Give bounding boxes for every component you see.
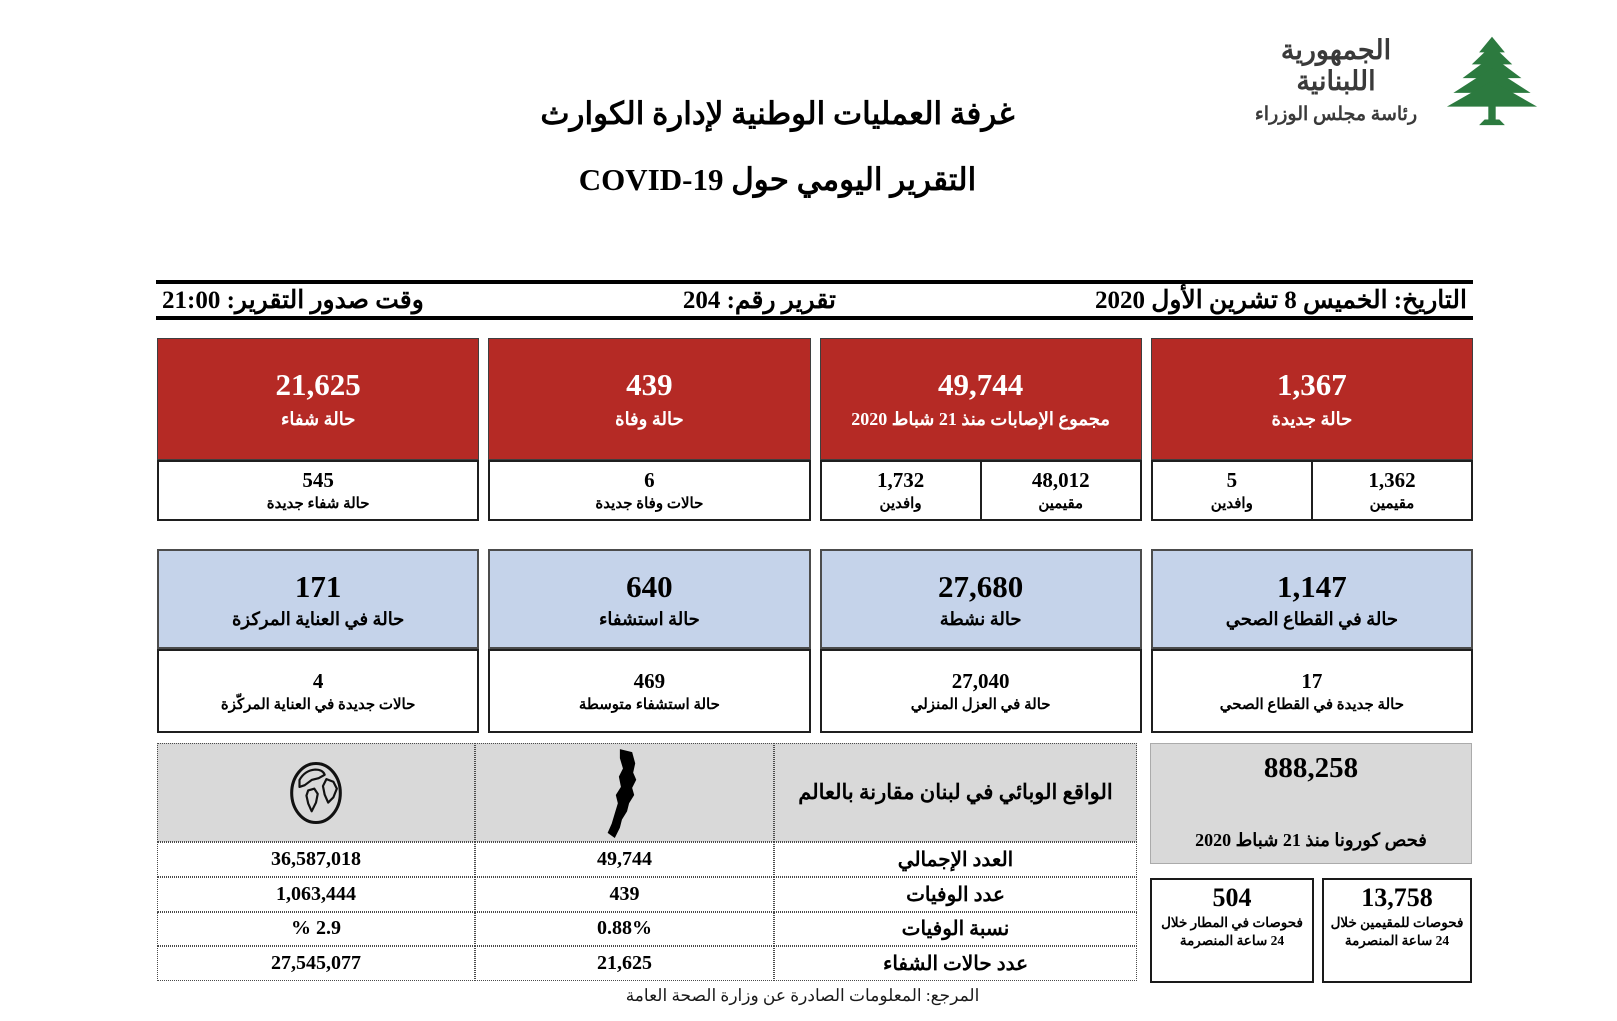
row-death-rate-world: 2.9 % — [157, 912, 475, 947]
total-residents-label: مقيمين — [1038, 496, 1084, 512]
report-number-label: تقرير رقم: 204 — [682, 287, 836, 314]
row-deaths-label: عدد الوفيات — [774, 877, 1137, 912]
icu-label: حالة في العناية المركزة — [231, 608, 405, 629]
card-active-cases — [820, 549, 1142, 649]
lebanon-vs-world-table — [157, 743, 1137, 981]
total-tests-box — [1150, 743, 1472, 864]
recovered-value: 21,625 — [275, 366, 361, 402]
total-residents-cell — [980, 462, 1140, 519]
page-subtitle: التقرير اليومي حول COVID-19 — [578, 162, 977, 197]
total-residents-value: 48,012 — [1031, 468, 1090, 492]
new-deaths-value: 6 — [644, 468, 655, 492]
total-arrivals-value: 1,732 — [876, 468, 925, 492]
new-health-sector-value: 17 — [1301, 668, 1323, 693]
home-isolation-value: 27,040 — [951, 668, 1010, 693]
airport-tests-box — [1150, 878, 1314, 983]
new-residents-value: 1,362 — [1368, 468, 1416, 492]
lebanon-map-icon — [475, 743, 774, 842]
resident-tests-box — [1322, 878, 1472, 983]
new-residents-label: مقيمين — [1369, 496, 1415, 512]
hospitalized-label: حالة استشفاء — [598, 608, 700, 629]
new-arrivals-value: 5 — [1226, 468, 1238, 492]
airport-tests-label: فحوصات في المطار خلال 24 ساعة المنصرمة — [1161, 915, 1303, 949]
card-new-cases — [1151, 338, 1473, 460]
airport-tests-value: 504 — [1212, 883, 1252, 912]
row-total-lebanon: 49,744 — [475, 842, 774, 877]
recovered-label: حالة شفاء — [280, 408, 356, 429]
moderate-hospitalization-label: حالة استشفاء متوسطة — [578, 696, 720, 713]
card-health-sector — [1151, 549, 1473, 649]
new-recovered-subcard — [157, 460, 479, 521]
red-subcards-row — [157, 460, 1473, 521]
new-icu-value: 4 — [312, 668, 324, 693]
active-cases-value: 27,680 — [938, 568, 1024, 604]
row-death-rate-label: نسبة الوفيات — [774, 912, 1137, 947]
row-death-rate-lebanon: 0.88% — [475, 912, 774, 947]
card-hospitalized — [488, 549, 810, 649]
total-cases-breakdown — [820, 460, 1142, 521]
new-health-sector-subcard — [1151, 649, 1473, 733]
total-cases-value: 49,744 — [938, 366, 1024, 402]
council-presidency-label: رئاسة مجلس الوزراء — [1254, 103, 1418, 125]
new-cases-label: حالة جديدة — [1271, 408, 1353, 429]
row-deaths-world: 1,063,444 — [157, 877, 475, 912]
active-cases-label: حالة نشطة — [939, 608, 1022, 629]
new-recovered-value: 545 — [302, 468, 334, 492]
blue-cards-row — [157, 549, 1473, 649]
total-arrivals-label: وافدين — [879, 496, 922, 512]
icu-value: 171 — [294, 568, 342, 604]
total-arrivals-cell — [822, 462, 980, 519]
deaths-label: حالة وفاة — [615, 408, 684, 429]
new-recovered-label: حالة شفاء جديدة — [266, 496, 370, 512]
report-date-label: التاريخ: الخميس 8 تشرين الأول 2020 — [1094, 287, 1467, 314]
resident-tests-label: فحوصات للمقيمين خلال 24 ساعة المنصرمة — [1330, 915, 1464, 949]
total-tests-value: 888,258 — [1263, 752, 1359, 784]
total-cases-label: مجموع الإصابات منذ 21 شباط 2020 — [851, 408, 1111, 429]
new-cases-residents-cell — [1311, 462, 1471, 519]
red-cards-row — [157, 338, 1473, 460]
page-title: غرفة العمليات الوطنية لإدارة الكوارث — [540, 96, 1015, 131]
card-deaths — [488, 338, 810, 460]
world-globe-icon — [157, 743, 475, 842]
report-time-label: وقت صدور التقرير: 21:00 — [162, 287, 424, 314]
republic-name-label: الجمهورية اللبنانية — [1280, 34, 1392, 96]
card-recovered — [157, 338, 479, 460]
deaths-value: 439 — [626, 366, 673, 402]
moderate-hospitalization-subcard — [488, 649, 810, 733]
hospitalized-value: 640 — [626, 568, 673, 604]
new-arrivals-label: وافدين — [1210, 496, 1253, 512]
home-isolation-label: حالة في العزل المنزلي — [910, 696, 1051, 713]
new-icu-subcard — [157, 649, 479, 733]
new-deaths-label: حالات وفاة جديدة — [595, 496, 704, 512]
row-recovered-lebanon: 21,625 — [475, 946, 774, 981]
new-cases-value: 1,367 — [1277, 366, 1347, 402]
new-health-sector-label: حالة جديدة في القطاع الصحي — [1219, 696, 1405, 713]
row-recovered-label: عدد حالات الشفاء — [774, 946, 1137, 981]
daily-tests-row — [1150, 878, 1472, 983]
moderate-hospitalization-value: 469 — [633, 668, 666, 693]
total-tests-label: فحص كورونا منذ 21 شباط 2020 — [1195, 830, 1427, 850]
resident-tests-value: 13,758 — [1361, 883, 1433, 912]
card-icu — [157, 549, 479, 649]
new-icu-label: حالات جديدة في العناية المركّزة — [220, 696, 416, 713]
card-total-cases — [820, 338, 1142, 460]
health-sector-label: حالة في القطاع الصحي — [1225, 608, 1398, 629]
comparison-title: الواقع الوبائي في لبنان مقارنة بالعالم — [774, 743, 1137, 842]
reference-note: المرجع: المعلومات الصادرة عن وزارة الصحة العامة — [625, 986, 980, 1005]
new-deaths-subcard — [488, 460, 810, 521]
row-recovered-world: 27,545,077 — [157, 946, 475, 981]
health-sector-value: 1,147 — [1277, 568, 1347, 604]
home-isolation-subcard — [820, 649, 1142, 733]
new-cases-breakdown — [1151, 460, 1473, 521]
row-total-world: 36,587,018 — [157, 842, 475, 877]
report-meta-bar — [156, 280, 1473, 320]
new-cases-arrivals-cell — [1153, 462, 1311, 519]
row-deaths-lebanon: 439 — [475, 877, 774, 912]
row-total-label: العدد الإجمالي — [774, 842, 1137, 877]
blue-subcards-row — [157, 649, 1473, 733]
